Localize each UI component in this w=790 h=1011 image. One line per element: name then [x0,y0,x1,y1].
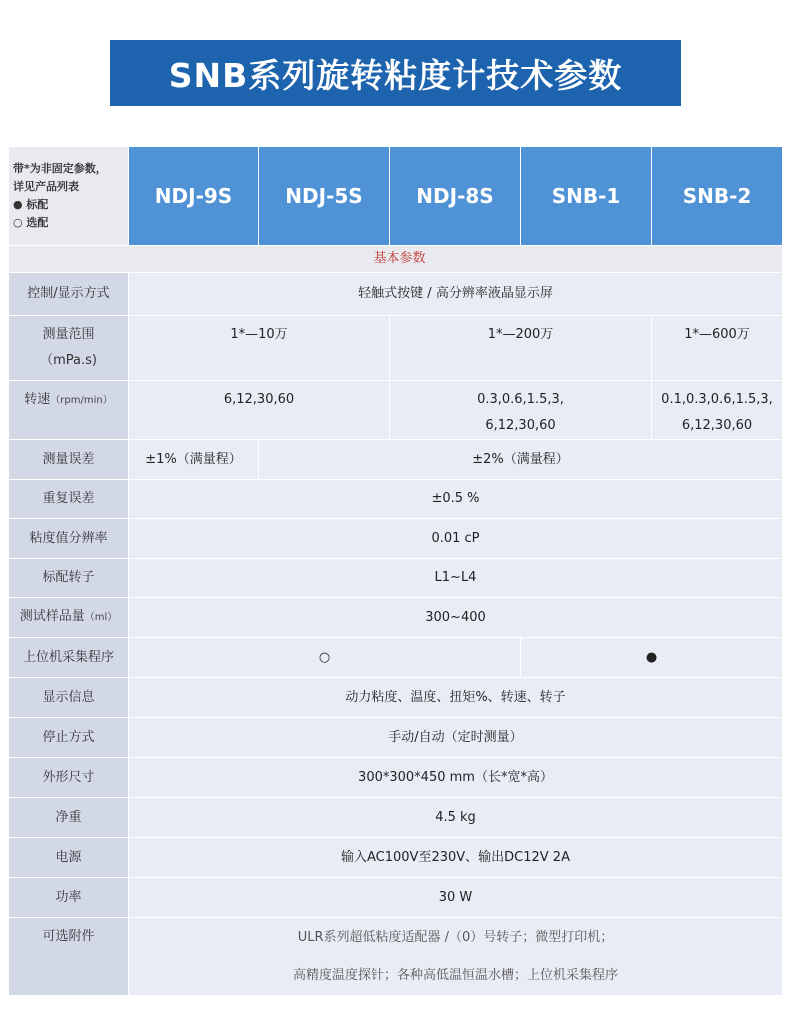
row-value-sample: 300~400 [129,598,783,638]
table-row [9,678,783,718]
row-value-weight: 4.5 kg [129,798,783,838]
title-banner [110,40,681,106]
accessories-line2: 高精度温度探针；各种高低温恒温水槽；上位机采集程序 [292,967,618,983]
header-row [9,147,783,246]
table-row [9,798,783,838]
row-value-power-supply: 输入AC100V至230V、输出DC12V 2A [129,838,783,878]
page-title: SNB系列旋转粘度计技术参数 [168,55,623,95]
speed-value-3-line1: 0.1,0.3,0.6,1.5,3, [661,392,773,407]
table-row [9,273,783,316]
section-title: 基本参数 [9,246,783,273]
legend-standard: ● 标配 [13,198,49,211]
speed-value-2-line1: 0.3,0.6,1.5,3, [477,392,564,407]
range-label-line2: （mPa.s) [40,353,97,368]
row-value-control: 轻触式按键 / 高分辨率液晶显示屏 [129,273,783,316]
accessories-line1: ULR系列超低粘度适配器 /（0）号转子；微型打印机； [297,929,614,945]
error-value-1: ±1%（满量程） [129,440,259,480]
row-value-resolution: 0.01 cP [129,519,783,559]
legend-cell [9,147,129,246]
table-row [9,918,783,996]
row-label-speed [9,381,129,440]
speed-label: 转速 [24,392,51,407]
row-label-error: 测量误差 [9,440,129,480]
speed-value-3-line2: 6,12,30,60 [681,418,753,433]
row-label-resolution: 粘度值分辨率 [9,519,129,559]
row-label-software: 上位机采集程序 [9,638,129,678]
table-row [9,519,783,559]
row-label-sample [9,598,129,638]
row-value-accessories [129,918,783,996]
model-header-ndj-8s: NDJ-8S [390,147,521,246]
model-header-ndj-9s: NDJ-9S [129,147,259,246]
row-value-stop: 手动/自动（定时测量） [129,718,783,758]
table-row [9,838,783,878]
speed-value-3 [652,381,783,440]
row-value-display: 动力粘度、温度、扭矩%、转速、转子 [129,678,783,718]
table-row [9,718,783,758]
software-standard-mark: ● [521,638,783,678]
range-value-1: 1*—10万 [129,316,390,381]
table-row [9,381,783,440]
legend-note-line2: 详见产品列表 [13,180,79,193]
row-value-repeat: ±0.5 % [129,480,783,519]
range-value-2: 1*—200万 [390,316,652,381]
row-label-size: 外形尺寸 [9,758,129,798]
spec-table [8,146,783,996]
table-row [9,878,783,918]
range-value-3: 1*—600万 [652,316,783,381]
error-value-2: ±2%（满量程） [259,440,783,480]
legend-optional: ○ 选配 [13,216,49,229]
section-row [9,246,783,273]
speed-value-1: 6,12,30,60 [129,381,390,440]
table-row [9,758,783,798]
model-header-snb-1: SNB-1 [521,147,652,246]
speed-value-2 [390,381,652,440]
model-header-snb-2: SNB-2 [652,147,783,246]
row-label-repeat: 重复误差 [9,480,129,519]
row-label-display: 显示信息 [9,678,129,718]
table-row [9,480,783,519]
row-label-control: 控制/显示方式 [9,273,129,316]
speed-unit: （rpm/min） [50,395,113,406]
table-row [9,559,783,598]
table-row [9,638,783,678]
row-value-size: 300*300*450 mm（长*宽*高） [129,758,783,798]
table-row [9,598,783,638]
row-label-power-supply: 电源 [9,838,129,878]
row-value-rotor: L1~L4 [129,559,783,598]
row-label-weight: 净重 [9,798,129,838]
row-label-power: 功率 [9,878,129,918]
legend-note-line1: 带*为非固定参数， [13,162,107,175]
software-optional-mark: ○ [129,638,521,678]
table-row [9,316,783,381]
table-row [9,440,783,480]
sample-unit: （ml） [84,612,118,623]
row-label-stop: 停止方式 [9,718,129,758]
row-value-power: 30 W [129,878,783,918]
model-header-ndj-5s: NDJ-5S [259,147,390,246]
range-label-line1: 测量范围 [42,327,95,342]
row-label-range [9,316,129,381]
speed-value-2-line2: 6,12,30,60 [485,418,556,433]
row-label-accessories: 可选附件 [9,918,129,996]
row-label-rotor: 标配转子 [9,559,129,598]
sample-label: 测试样品量 [19,609,85,624]
